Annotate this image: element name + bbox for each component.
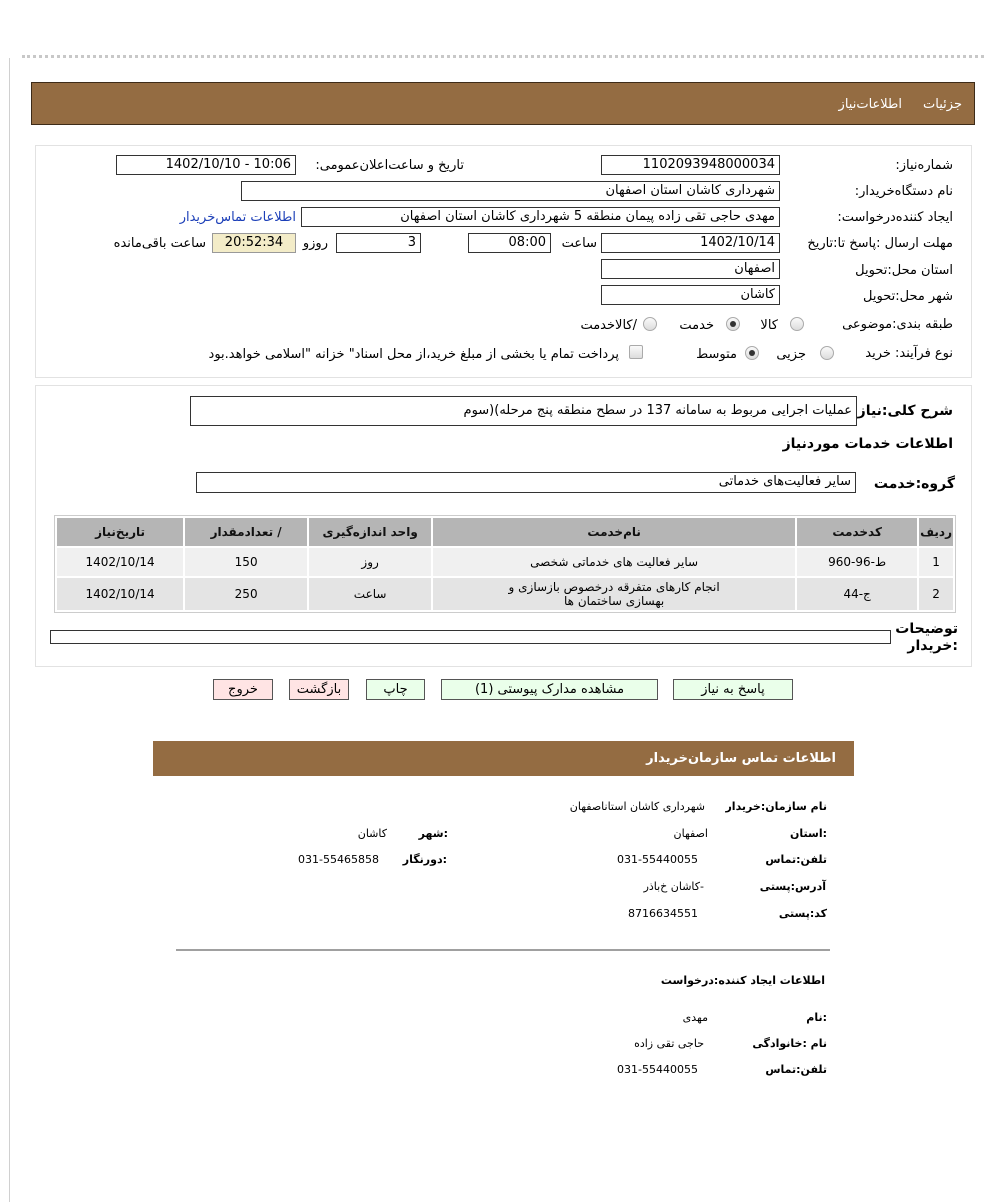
col-unit: واحد اندازه‌گیری <box>309 518 431 546</box>
creator-phone-label: تلفن:تماس <box>765 1063 827 1076</box>
proc-minor-label: جزیی <box>776 347 806 362</box>
org-contact-bar <box>153 741 854 776</box>
process-label: نوع فرآیند: خرید <box>865 346 953 361</box>
row-number: 2 <box>919 578 953 610</box>
general-desc-field: عملیات اجرایی مربوط به سامانه 137 در سطح منطقه پنج مرحله)(سوم <box>190 396 857 426</box>
treasury-payment-checkbox[interactable] <box>629 345 643 359</box>
row-number: 1 <box>919 548 953 576</box>
tab-need-info[interactable]: اطلاعات‌نیاز <box>838 97 902 112</box>
col-service-name: نام‌خدمت <box>433 518 795 546</box>
buyer-contact-link[interactable]: اطلاعات تماس‌خریدار <box>179 210 296 225</box>
cat-goods-service-radio[interactable] <box>643 317 657 331</box>
org-phone-label: تلفن:تماس <box>765 853 827 866</box>
service-code: ط-96-960 <box>797 548 917 576</box>
need-info-panel <box>35 145 972 378</box>
org-phone-value: 031-55440055 <box>617 853 698 866</box>
org-address-label: آدرس:پستی <box>759 880 826 893</box>
print-button[interactable]: چاپ <box>366 679 425 700</box>
table-header-row <box>57 518 953 546</box>
need-date: 1402/10/14 <box>57 578 183 610</box>
col-quantity: / تعدادمقدار <box>185 518 307 546</box>
deadline-time-field: 08:00 <box>468 233 551 253</box>
city-label: شهر محل:تحویل <box>863 289 953 304</box>
col-need-date: تاریخ‌نیاز <box>57 518 183 546</box>
proc-minor-radio[interactable] <box>820 346 834 360</box>
org-province-label: :استان <box>790 827 827 840</box>
org-province-value: اصفهان <box>673 827 708 840</box>
org-contact-title: اطلاعات تماس سازمان‌خریدار <box>646 751 836 766</box>
reply-button[interactable]: پاسخ به نیاز <box>673 679 793 700</box>
creator-phone-value: 031-55440055 <box>617 1063 698 1076</box>
service-group-label: گروه:خدمت <box>873 476 955 492</box>
org-address-value: -کاشان خ‌باذر <box>643 880 704 893</box>
payment-note: پرداخت تمام یا بخشی از مبلغ خرید،از محل اسناد" خزانه "اسلامی خواهد.بود <box>208 347 619 362</box>
province-field: اصفهان <box>601 259 780 279</box>
buyer-org-label: نام دستگاه‌خریدار: <box>854 184 953 199</box>
need-number-label: شماره‌نیاز: <box>895 158 953 173</box>
service-name: سایر فعالیت های خدماتی شخصی <box>433 548 795 576</box>
province-label: استان محل:تحویل <box>855 263 953 278</box>
creator-heading: اطلاعات ایجاد کننده:درخواست <box>660 974 825 987</box>
need-date: 1402/10/14 <box>57 548 183 576</box>
unit: روز <box>309 548 431 576</box>
back-button[interactable]: بازگشت <box>289 679 349 700</box>
org-fax-label: :دورنگار <box>402 853 447 866</box>
buyer-notes-label-1: توضیحات <box>895 621 958 637</box>
service-code: ج-44 <box>797 578 917 610</box>
city-field: کاشان <box>601 285 780 305</box>
proc-medium-label: متوسط <box>696 347 737 362</box>
buyer-notes-label-2: :خریدار <box>907 638 958 654</box>
services-table <box>54 515 956 613</box>
proc-medium-radio[interactable] <box>745 346 759 360</box>
table-row <box>57 578 953 610</box>
announce-label: تاریخ و ساعت‌اعلان‌عمومی: <box>315 158 464 173</box>
unit: ساعت <box>309 578 431 610</box>
category-label: طبقه بندی:موضوعی <box>842 317 953 332</box>
buyer-notes-field <box>50 630 891 644</box>
days-field: 3 <box>336 233 421 253</box>
service-group-field: سایر فعالیت‌های خدماتی <box>196 472 856 493</box>
creator-field: مهدی حاجی تقی زاده پیمان منطقه 5 شهرداری کاشان استان اصفهان <box>301 207 780 227</box>
days-label: روزو <box>302 236 328 251</box>
org-city-value: کاشان <box>357 827 387 840</box>
org-postal-label: کد:پستی <box>778 907 827 920</box>
remaining-label: ساعت باقی‌مانده <box>113 236 206 251</box>
quantity: 150 <box>185 548 307 576</box>
col-service-code: کدخدمت <box>797 518 917 546</box>
deadline-label: مهلت ارسال :پاسخ تا:تاریخ <box>807 236 953 251</box>
tab-details[interactable]: جزئیات <box>923 97 962 112</box>
creator-label: ایجاد کننده‌درخواست: <box>837 210 953 225</box>
general-desc-label: شرح کلی:نیاز <box>857 403 953 419</box>
cat-goods-service-label: /کالاخدمت <box>580 318 637 333</box>
deadline-time-label: ساعت <box>561 236 597 251</box>
top-divider <box>22 55 984 58</box>
creator-family-value: حاجی تقی زاده <box>634 1037 704 1050</box>
cat-service-radio[interactable] <box>726 317 740 331</box>
need-number-field: 1102093948000034 <box>601 155 780 175</box>
remaining-time: 20:52:34 <box>212 233 296 253</box>
deadline-date-field: 1402/10/14 <box>601 233 780 253</box>
header-bar <box>31 82 975 125</box>
org-city-label: :شهر <box>418 827 448 840</box>
services-heading: اطلاعات خدمات موردنیاز <box>782 436 953 452</box>
cat-service-label: خدمت <box>679 318 714 333</box>
section-divider <box>176 949 830 951</box>
creator-name-value: مهدی <box>682 1011 708 1024</box>
org-name-label: نام سازمان:خریدار <box>725 800 827 813</box>
org-fax-value: 031-55465858 <box>298 853 379 866</box>
buyer-org-field: شهرداری کاشان استان اصفهان <box>241 181 780 201</box>
org-postal-value: 8716634551 <box>628 907 698 920</box>
left-border <box>9 58 10 1202</box>
quantity: 250 <box>185 578 307 610</box>
creator-name-label: :نام <box>806 1011 827 1024</box>
cat-goods-radio[interactable] <box>790 317 804 331</box>
org-name-value: شهرداری کاشان استاناصفهان <box>569 800 705 813</box>
cat-goods-label: کالا <box>760 318 778 333</box>
announce-field: 1402/10/10 - 10:06 <box>116 155 296 175</box>
table-row <box>57 548 953 576</box>
view-attachments-button[interactable]: مشاهده مدارک پیوستی (1) <box>441 679 658 700</box>
service-name: انجام کارهای متفرقه درخصوص بازسازی و بهسازی ساختمان ها <box>433 578 795 610</box>
creator-family-label: نام :خانوادگی <box>752 1037 827 1050</box>
exit-button[interactable]: خروج <box>213 679 273 700</box>
col-row-number: ردیف <box>919 518 953 546</box>
